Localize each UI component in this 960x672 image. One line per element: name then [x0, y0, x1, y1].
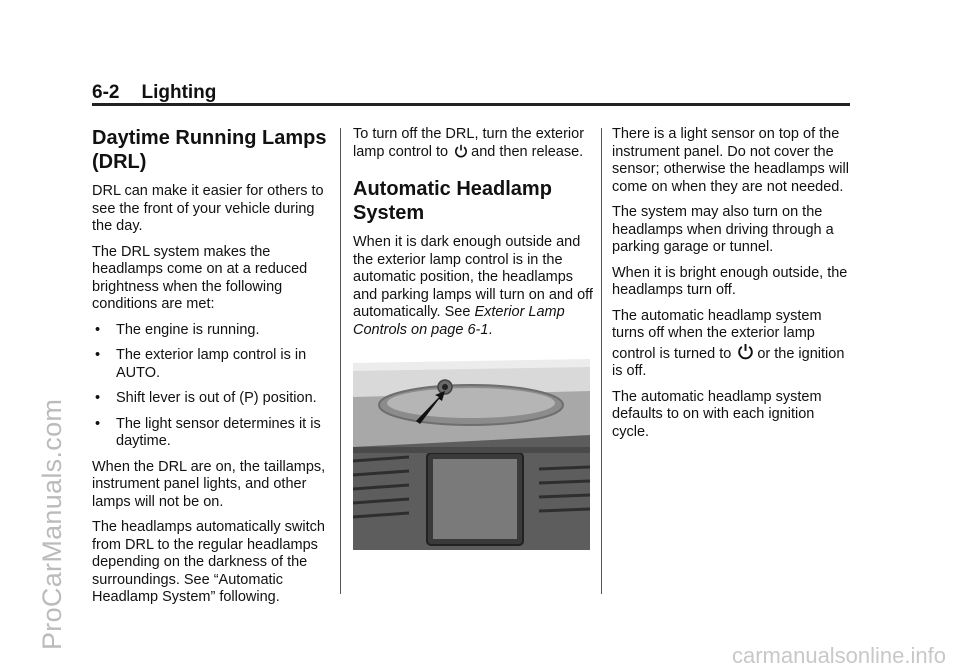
bullet-icon: •: [95, 347, 101, 363]
column-1: [92, 126, 332, 615]
cross-reference-link[interactable]: Exterior Lamp Controls on page 6-1: [353, 304, 565, 338]
bullet-icon: •: [95, 415, 101, 432]
chapter-title: Lighting: [141, 82, 217, 103]
default-on-note: The automatic headlamp system defaults to on with each ignition cycle.: [612, 388, 822, 440]
side-watermark: ProCarManuals.com: [37, 398, 67, 650]
bright-outside-note: When it is bright enough outside, the headlamps turn off.: [612, 264, 848, 298]
drl-heading: Daytime Running Lamps (DRL): [92, 127, 327, 173]
drl-other-lamps: When the DRL are on, the taillamps, instrument panel lights, and other lamps will not be on.: [92, 458, 326, 510]
bullet-icon: •: [95, 321, 101, 338]
dashboard-light-sensor-illustration: [353, 357, 590, 550]
garage-tunnel-note: The system may also turn on the headlamps when driving through a parking garage or tunnel.: [612, 204, 834, 255]
page-header: [92, 82, 850, 104]
auto-headlamp-desc: When it is dark enough outside and the exterior lamp control is in the automatic position, the headlamps and parking lamps will turn on and off automatically. See Exterior Lamp Controls on page 6-1.: [353, 234, 593, 338]
drl-turn-off: To turn off the DRL, turn the exterior lamp control to and then release.: [353, 126, 585, 160]
power-icon: [737, 343, 754, 360]
column-2: [353, 126, 593, 550]
auto-headlamp-heading: Automatic Headlamp System: [353, 178, 552, 224]
bottom-watermark: carmanualsonline.info: [731, 643, 946, 668]
list-item: • Shift lever is out of (P) position.: [95, 390, 317, 406]
drl-conditions-intro: The DRL system makes the headlamps come on at a reduced brightness when the following conditions are met:: [92, 243, 308, 312]
power-off-icon: [454, 144, 468, 158]
header-rule: [92, 103, 850, 106]
light-sensor-figure: [353, 357, 590, 550]
list-item: • The exterior lamp control is in AUTO.: [95, 347, 307, 381]
list-item: • The engine is running.: [95, 321, 260, 338]
drl-switch-note: The headlamps automatically switch from DRL to the regular headlamps depending on the darkness of the surroundings. See “Automatic Headlamp System” following.: [92, 519, 325, 605]
page-number: 6-2: [92, 82, 120, 103]
drl-intro: DRL can make it easier for others to see the front of your vehicle during the day.: [92, 183, 324, 234]
column-divider-1: [340, 128, 341, 594]
sensor-location: There is a light sensor on top of the instrument panel. Do not cover the sensor; otherwise the headlamps will come on when they are not needed.: [612, 126, 849, 195]
column-divider-2: [601, 128, 602, 594]
drl-conditions-list: [92, 322, 332, 451]
column-3: [612, 126, 852, 449]
list-item: • The light sensor determines it is daytime.: [95, 415, 321, 449]
bullet-icon: •: [95, 390, 101, 406]
system-off-note: The automatic headlamp system turns off when the exterior lamp control is turned to or the ignition is off.: [612, 307, 845, 379]
